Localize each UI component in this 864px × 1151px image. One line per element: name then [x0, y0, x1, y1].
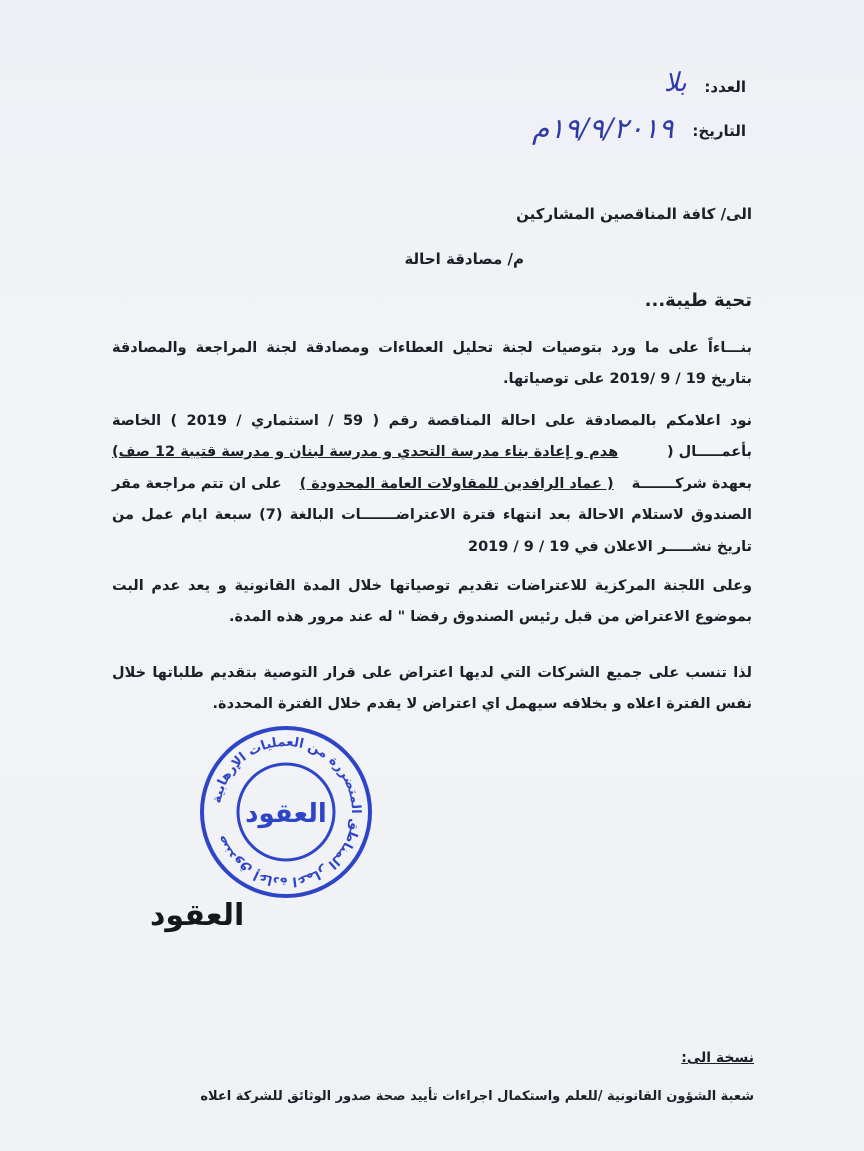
- paragraph-4-line-1: لذا تنسب على جميع الشركات التي لديها اعتراض على قرار التوصية بتقديم طلباتها خلال: [112, 665, 752, 681]
- official-stamp: [196, 722, 376, 902]
- stamp-center-text: العقود: [245, 799, 327, 829]
- paragraph-2-line-3: [112, 476, 752, 492]
- stamp-graphic: [196, 722, 376, 902]
- paragraph-2-line-2: [112, 444, 752, 460]
- stamp-ring-text: صندوق إعادة اعمار المناطق المتضررة من العمليات الإرهابية: [209, 734, 364, 890]
- addressee: الى/ كافة المناقصين المشاركين: [516, 205, 752, 223]
- number-value-handwritten: بلا: [664, 68, 687, 98]
- work-prefix: بأعمـــــال (: [667, 444, 752, 460]
- signature-text: العقود: [150, 898, 245, 933]
- paragraph-1-line-2: بتاريخ 19 / 9 /2019 على توصياتها.: [503, 371, 752, 387]
- subject: م/ مصادقة احالة: [404, 250, 524, 268]
- paragraph-1-line-1: بنـــاءاً على ما ورد بتوصيات لجنة تحليل العطاءات ومصادقة لجنة المراجعة والمصادقة: [112, 340, 752, 356]
- paragraph-3-line-2: بموضوع الاعتراض من قبل رئيس الصندوق رفضا " له عند مرور هذه المدة.: [229, 609, 752, 625]
- paragraph-2-line-4: الصندوق لاستلام الاحالة بعد انتهاء فترة الاعتراضـــــــات البالغة (7) سبعة ايام عمل من: [112, 507, 752, 523]
- paragraph-3-line-1: وعلى اللجنة المركزية للاعتراضات تقديم توصياتها خلال المدة القانونية و يعد عدم البت: [112, 578, 752, 594]
- copy-to-label: نسخة الى:: [681, 1050, 754, 1066]
- project-description: هدم و إعادة بناء مدرسة التحدي و مدرسة لبنان و مدرسة قتيبة 12 صف): [112, 444, 619, 460]
- date-label: التاريخ:: [692, 122, 746, 140]
- greeting: تحية طيبة...: [644, 290, 752, 311]
- company-name: ( عماد الرافدين للمقاولات العامة المحدودة ): [299, 476, 614, 492]
- paragraph-4-line-2: نفس الفترة اعلاه و بخلافه سيهمل اي اعتراض لا يقدم خلال الفترة المحددة.: [212, 696, 752, 712]
- date-value-handwritten: ١٩/٩/٢٠١٩م: [532, 112, 674, 145]
- number-label: العدد:: [704, 78, 746, 96]
- copy-to-line: شعبة الشؤون القانونية /للعلم واستكمال اجراءات تأييد صحة صدور الوثائق للشركة اعلاه: [200, 1089, 754, 1104]
- company-suffix: على ان تتم مراجعة مقر: [112, 476, 282, 492]
- paragraph-2-line-5: تاريخ نشـــــر الاعلان في 19 / 9 / 2019: [468, 539, 752, 555]
- paragraph-2-line-1: نود اعلامكم بالمصادقة على احالة المناقصة رقم ( 59 / استثماري / 2019 ) الخاصة: [112, 413, 753, 429]
- company-prefix: بعهدة شركـــــــة: [631, 476, 752, 492]
